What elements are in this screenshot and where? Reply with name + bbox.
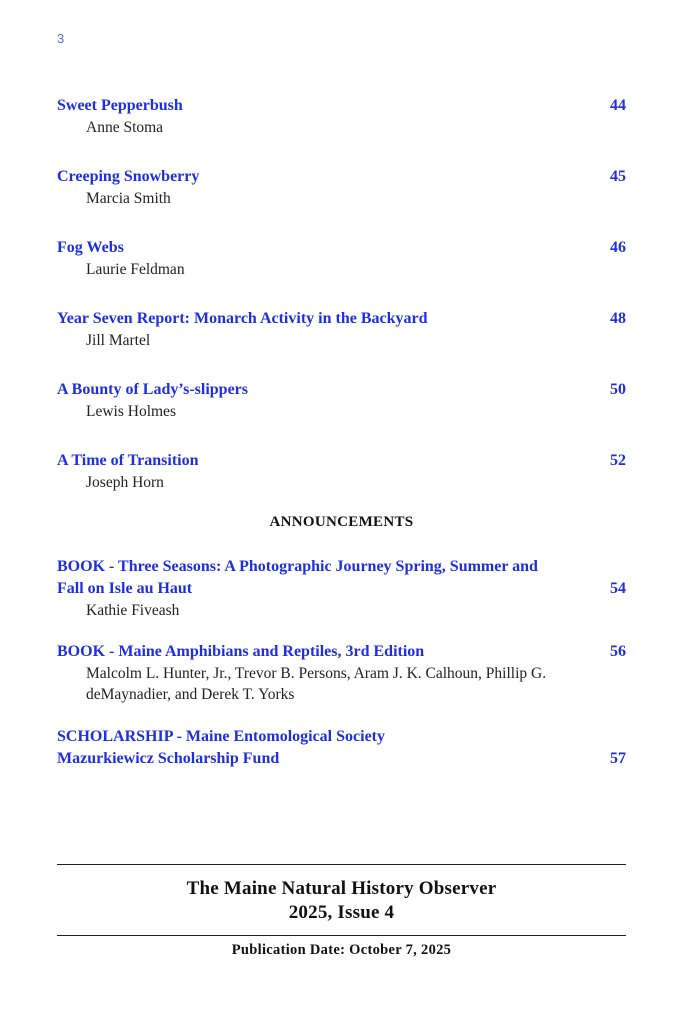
announcement-title-line1[interactable]: SCHOLARSHIP - Maine Entomological Society (57, 728, 385, 745)
announcement-title-line2[interactable]: Fall on Isle au Haut (57, 580, 193, 597)
announcements-heading: ANNOUNCEMENTS (269, 514, 414, 530)
toc-entry (57, 166, 626, 209)
announcement-title-line1[interactable]: BOOK - Maine Amphibians and Reptiles, 3rd Edition (57, 643, 425, 660)
toc-entry-author: Jill Martel (86, 332, 151, 349)
announcement-page[interactable]: 57 (610, 750, 626, 767)
toc-entry-page[interactable]: 45 (610, 168, 626, 185)
journal-title: The Maine Natural History Observer (186, 878, 497, 899)
toc-entry-title[interactable]: Fog Webs (57, 239, 124, 256)
announcement-entry (57, 726, 626, 770)
page-number: 3 (57, 31, 65, 46)
toc-entry (57, 450, 626, 493)
toc-entry (57, 95, 626, 138)
footer-bottom-rule (57, 935, 626, 936)
announcement-title-line1[interactable]: BOOK - Three Seasons: A Photographic Journey Spring, Summer and (57, 558, 538, 575)
publication-footer (57, 864, 626, 959)
toc-entry-page[interactable]: 48 (610, 310, 626, 327)
toc-entry-author: Laurie Feldman (86, 261, 185, 278)
toc-entry-title[interactable]: A Time of Transition (57, 452, 199, 469)
toc-entry-title[interactable]: Year Seven Report: Monarch Activity in the Backyard (57, 310, 428, 327)
announcement-entry (57, 556, 626, 621)
toc-entry-author: Anne Stoma (86, 119, 164, 136)
toc-entry-author: Marcia Smith (86, 190, 171, 207)
toc-entry-author: Joseph Horn (86, 474, 164, 491)
toc-entry (57, 379, 626, 422)
announcement-page[interactable]: 54 (610, 580, 626, 597)
toc-entry-page[interactable]: 44 (610, 97, 626, 114)
toc-entry (57, 237, 626, 280)
toc-entry-title[interactable]: A Bounty of Lady’s-slippers (57, 381, 248, 398)
toc-entry-title[interactable]: Creeping Snowberry (57, 168, 200, 185)
announcement-page[interactable]: 56 (610, 643, 626, 660)
toc-entry-title[interactable]: Sweet Pepperbush (57, 97, 183, 114)
announcement-entry (57, 641, 626, 705)
toc-entry-page[interactable]: 46 (610, 239, 626, 256)
toc-entry-author: Lewis Holmes (86, 403, 176, 420)
toc-entry (57, 308, 626, 351)
toc-entry-page[interactable]: 52 (610, 452, 626, 469)
announcement-title-line2[interactable]: Mazurkiewicz Scholarship Fund (57, 750, 280, 767)
announcement-author: Malcolm L. Hunter, Jr., Trevor B. Persons, Aram J. K. Calhoun, Phillip G. deMaynadier, and Derek T. Yorks (86, 665, 547, 703)
issue-label: 2025, Issue 4 (288, 902, 395, 923)
footer-top-rule (57, 864, 626, 865)
publication-date: Publication Date: October 7, 2025 (231, 942, 452, 958)
toc-entry-page[interactable]: 50 (610, 381, 626, 398)
announcement-author: Kathie Fiveash (86, 602, 180, 619)
